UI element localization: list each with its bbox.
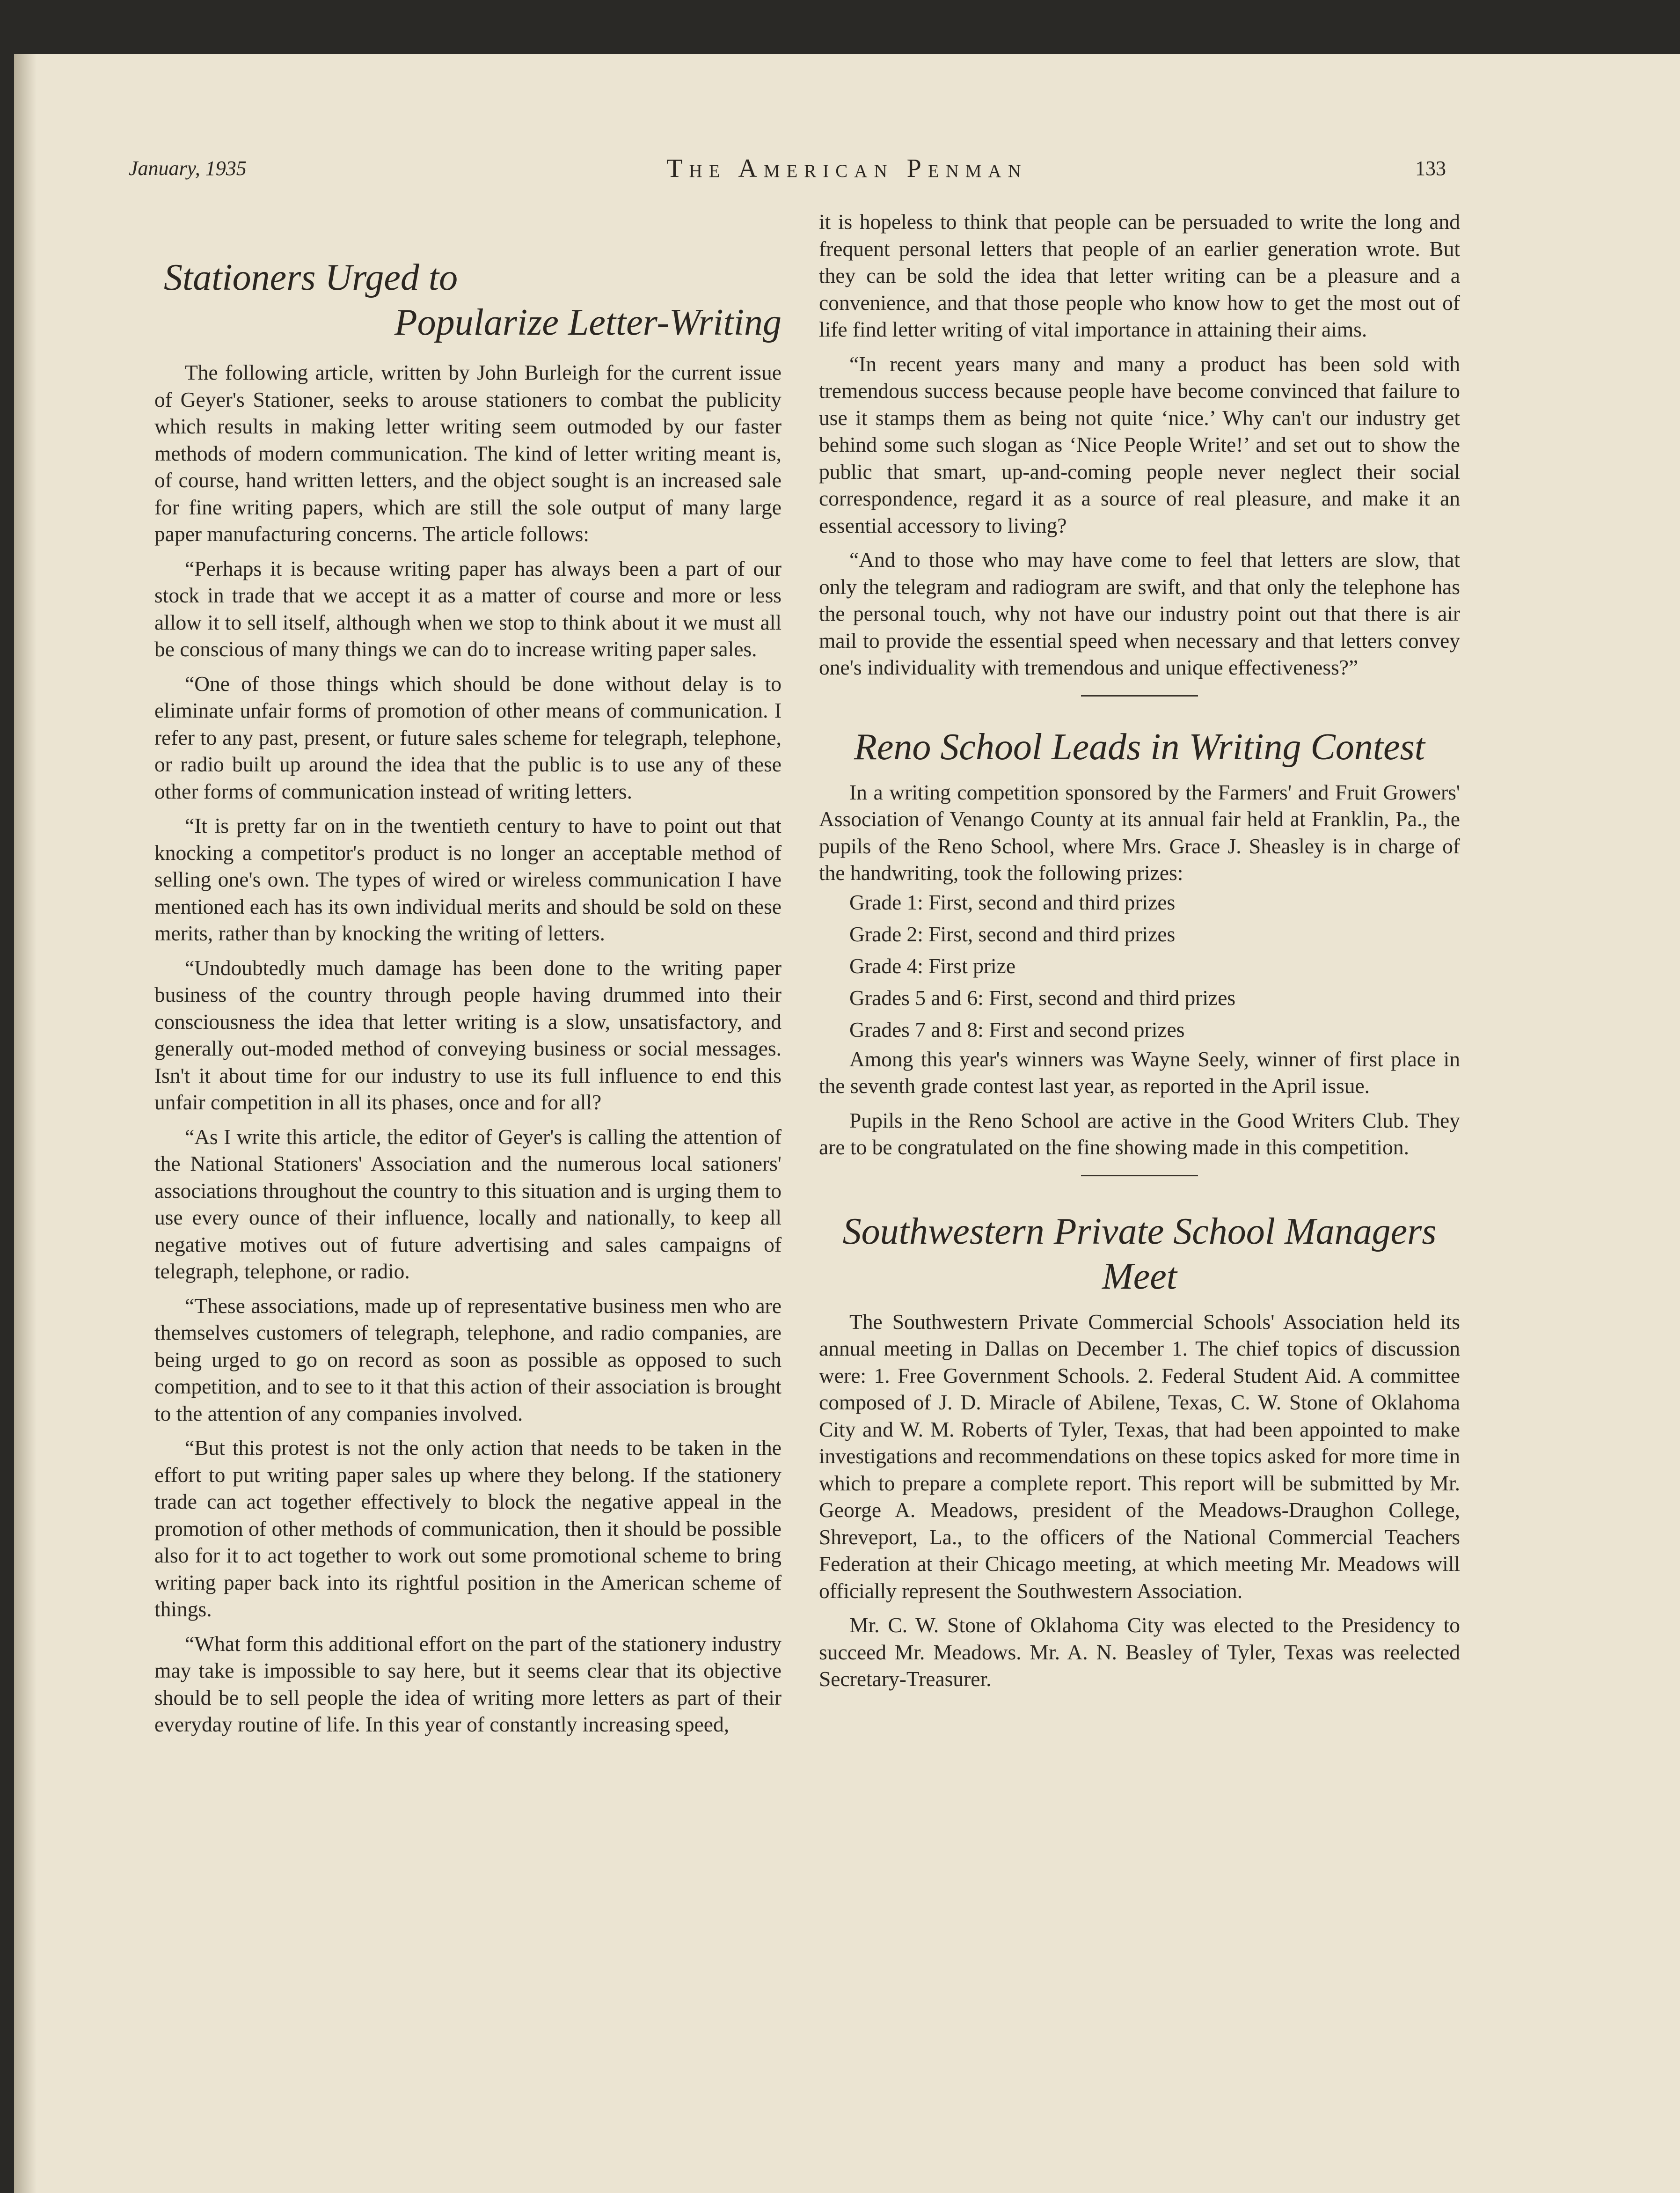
- article3-headline-line1: Southwestern Private School Managers: [842, 1210, 1437, 1252]
- article2-paragraph: Among this year's winners was Wayne Seely, winner of first place in the seventh grade contest last year, as reported in the April issue.: [819, 1047, 1460, 1098]
- section-divider: [1081, 695, 1198, 697]
- article1-headline-line1: Stationers Urged to: [164, 257, 458, 298]
- article1-headline-line2: Popularize Letter-Writing: [394, 302, 782, 343]
- article1-paragraph: “It is pretty far on in the twentieth century to have to point out that knocking a competitor's product is no longer an acceptable method of selling one's own. The types of wired or wireless communication I have mentioned each has its own individual merits and should be sold on these merits, rather than by knocking the writing of letters.: [154, 814, 782, 945]
- article3-paragraph: Mr. C. W. Stone of Oklahoma City was elected to the Presidency to succeed Mr. Meadows. Mr. A. N. Beasley of Tyler, Texas was reelected Secretary-Treasurer.: [819, 1613, 1460, 1691]
- article1-paragraph: “These associations, made up of representative business men who are themselves customers of telegraph, telephone, and radio companies, are being urged to go on record as soon as possible as opposed to such competition, and to see to it that this action of their association is brought to the attention of any companies involved.: [154, 1293, 782, 1425]
- article1-paragraph: “Undoubtedly much damage has been done to the writing paper business of the country through people having drummed into their consciousness the idea that letter writing is a slow, unsatisfactory, and generally out-moded method of conveying business or social messages. Isn't it about time for our industry to use its full influence to end this unfair competition in all its phases, once and for all?: [154, 955, 782, 1114]
- article2-paragraph: Pupils in the Reno School are active in the Good Writers Club. They are to be congratulated on the fine showing made in this competition.: [819, 1108, 1460, 1159]
- article3-headline-line2: Meet: [1102, 1255, 1177, 1297]
- section-divider: [1081, 1175, 1198, 1176]
- article1-continued-paragraph: it is hopeless to think that people can be persuaded to write the long and frequent personal letters that people of an earlier generation wrote. But they can be sold the idea that letter writing can be a pleasure and a convenience, and that those people who know how to get the most out of life find letter writing of vital importance in attaining their aims.: [819, 210, 1460, 341]
- article1-paragraph: The following article, written by John Burleigh for the current issue of Geyer's Stationer, seeks to arouse stationers to combat the publicity which results in making letter writing seem outmoded by our faster methods of modern communication. The kind of letter writing meant is, of course, hand written letters, and the object sought is an increased sale for fine writing papers, which are still the sole output of many large paper manufacturing concerns. The article follows:: [154, 360, 782, 546]
- header-title: The American Penman: [666, 154, 1028, 183]
- article3-paragraph: The Southwestern Private Commercial Schools' Association held its annual meeting in Dallas on December 1. The chief topics of discussion were: 1. Free Government Schools. 2. Federal Student Aid. A committee composed of J. D. Miracle of Abilene, Texas, C. W. Stone of Oklahoma City and W. M. Roberts of Tyler, Texas, that had been appointed to make investigations and recommendations on these topics asked for more time in which to prepare a complete report. This report will be submitted by Mr. George A. Meadows, president of the Meadows-Draughon College, Shreveport, La., to the officers of the National Commercial Teachers Federation at their Chicago meeting, at which meeting Mr. Meadows will officially represent the Southwestern Association.: [819, 1309, 1460, 1603]
- prize-line: Grade 1: First, second and third prizes: [849, 890, 1176, 914]
- article1-continued-paragraph: “And to those who may have come to feel that letters are slow, that only the telegram and radiogram are swift, and that only the telephone has the personal touch, why not have our industry point out that there is air mail to provide the essential speed when necessary and that letters convey one's individuality with tremendous and unique effectiveness?”: [819, 548, 1460, 679]
- header-date: January, 1935: [129, 157, 247, 180]
- prize-line: Grade 4: First prize: [849, 953, 1016, 978]
- page-number: 133: [1415, 157, 1446, 180]
- magazine-page: [14, 54, 1680, 2193]
- left-column: [154, 255, 782, 1738]
- article1-paragraph: “As I write this article, the editor of Geyer's is calling the attention of the National Stationers' Association and the numerous local sationers' associations throughout the country to this situation and is urging them to use every ounce of their influence, locally and nationally, to keep all negative motives out of future advertising and sales campaigns of telegraph, telephone, or radio.: [154, 1124, 782, 1283]
- article1-paragraph: “One of those things which should be done without delay is to eliminate unfair forms of promotion of other means of communication. I refer to any past, present, or future sales scheme for telegraph, telephone, or radio built up around the idea that the public is to use any of these other forms of communication instead of writing letters.: [154, 671, 782, 803]
- article1-paragraph: “What form this additional effort on the part of the stationery industry may take is impossible to say here, but it seems clear that its objective should be to sell people the idea of writing more letters as part of their everyday routine of life. In this year of constantly increasing speed,: [154, 1631, 782, 1736]
- article1-paragraph: “Perhaps it is because writing paper has always been a part of our stock in trade that we accept it as a matter of course and more or less allow it to sell itself, although when we stop to think about it we must all be conscious of many things we can do to increase writing paper sales.: [154, 556, 782, 661]
- article1-continued-paragraph: “In recent years many and many a product has been sold with tremendous success because people have become convinced that failure to use it stamps them as being not quite ‘nice.’ Why can't our industry get behind some such slogan as ‘Nice People Write!’ and set out to show the public that smart, up-and-coming people never neglect their social correspondence, regard it as a source of real pleasure, and make it an essential accessory to living?: [819, 352, 1460, 537]
- prize-line: Grade 2: First, second and third prizes: [849, 922, 1176, 946]
- article2-headline: Reno School Leads in Writing Contest: [854, 726, 1425, 768]
- prize-line: Grades 7 and 8: First and second prizes: [849, 1017, 1185, 1041]
- article2-intro: In a writing competition sponsored by the Farmers' and Fruit Growers' Association of Venango County at its annual fair held at Franklin, Pa., the pupils of the Reno School, where Mrs. Grace J. Sheasley is in charge of the handwriting, took the following prizes:: [819, 780, 1460, 885]
- right-column: [819, 208, 1460, 1693]
- page-binding: [14, 54, 37, 2193]
- article1-paragraph: “But this protest is not the only action that needs to be taken in the effort to put writing paper sales up where they belong. If the stationery trade can act together effectively to block the negative appeal in the promotion of other methods of communication, then it should be possible also for it to act together to work out some promotional scheme to bring writing paper back into its rightful position in the American scheme of things.: [154, 1436, 782, 1621]
- prize-line: Grades 5 and 6: First, second and third prizes: [849, 985, 1236, 1010]
